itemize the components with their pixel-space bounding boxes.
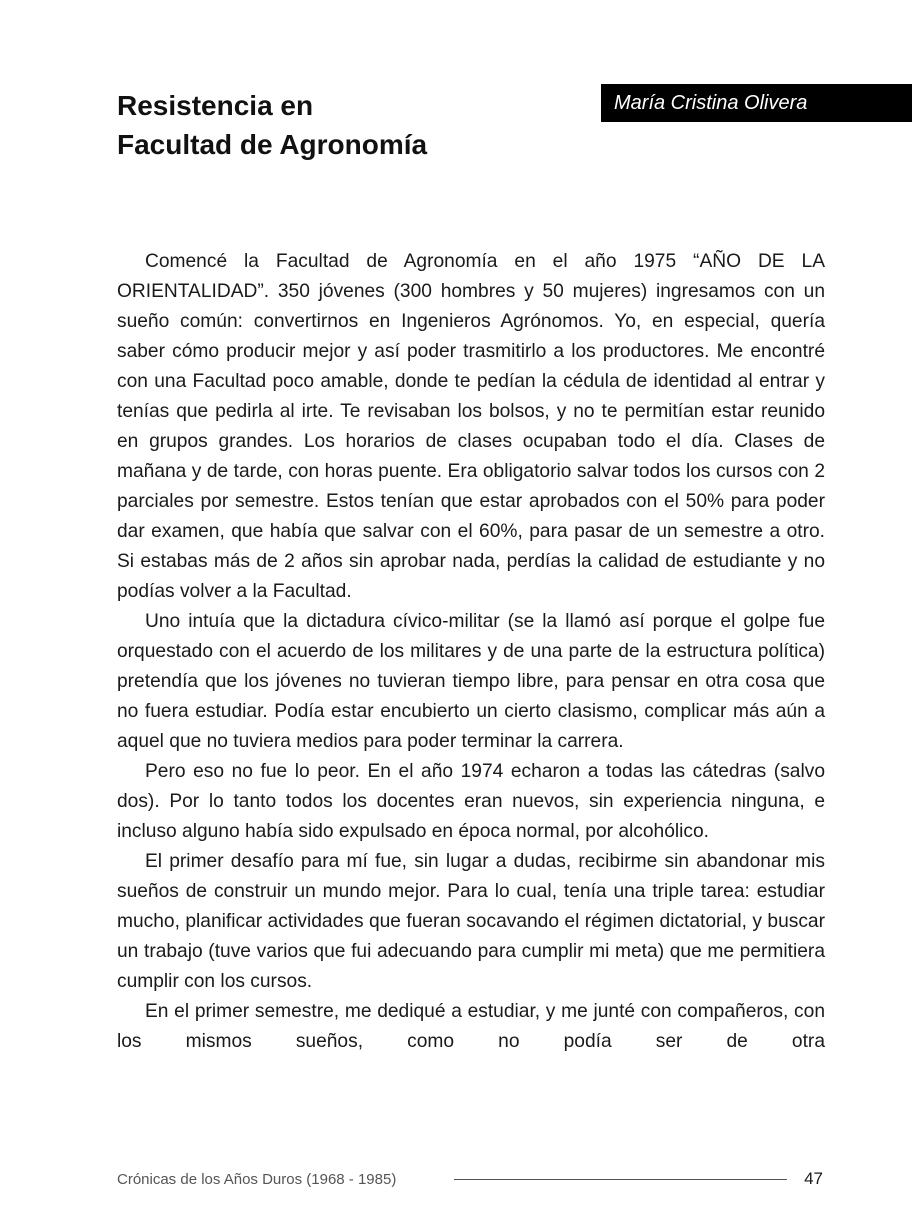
article-body: [117, 247, 825, 1057]
paragraph: Comencé la Facultad de Agronomía en el año 1975 “AÑO DE LA ORIENTALIDAD”. 350 jóvenes (300 hombres y 50 mujeres) ingresamos con un sueño común: convertirnos en Ingenieros Agrónomos. Yo, en especial, quería saber cómo producir mejor y así poder trasmitirlo a los productores. Me encontré con una Facultad poco amable, donde te pedían la cédula de identidad al entrar y tenías que pedirla al irte. Te revisaban los bolsos, y no te permitían estar reunido en grupos grandes. Los horarios de clases ocupaban todo el día. Clases de mañana y de tarde, con horas puente. Era obligatorio salvar todos los cursos con 2 parciales por semestre. Estos tenían que estar aprobados con el 50% para poder dar examen, que había que salvar con el 60%, para pasar de un semestre a otro. Si estabas más de 2 años sin aprobar nada, perdías la calidad de estudiante y no podías volver a la Facultad.: [117, 251, 825, 602]
author-name: María Cristina Olivera: [614, 92, 808, 114]
author-banner: [601, 84, 912, 122]
paragraph: El primer desafío para mí fue, sin lugar a dudas, recibirme sin abandonar mis sueños de construir un mundo mejor. Para lo cual, tenía una triple tarea: estudiar mucho, planificar actividades que fueran socavando el régimen dictatorial, y buscar un trabajo (tuve varios que fui adecuando para cumplir mi meta) que me permitiera cumplir con los cursos.: [117, 851, 825, 992]
paragraph: Pero eso no fue lo peor. En el año 1974 echaron a todas las cátedras (salvo dos). Por lo tanto todos los docentes eran nuevos, sin experiencia ninguna, e incluso alguno había sido expulsado en época normal, por alcohólico.: [117, 761, 825, 842]
chapter-title: [117, 86, 577, 164]
page-footer: [117, 1167, 825, 1193]
page-number: 47: [804, 1169, 823, 1188]
chapter-title-line-1: Resistencia en: [117, 90, 314, 121]
paragraph: Uno intuía que la dictadura cívico-militar (se la llamó así porque el golpe fue orquestado con el acuerdo de los militares y de una parte de la estructura política) pretendía que los jóvenes no tuvieran tiempo libre, para pensar en otra cosa que no fuera estudiar. Podía estar encubierto un cierto clasismo, complicar más aún a aquel que no tuviera medios para poder terminar la carrera.: [117, 611, 825, 752]
chapter-title-line-2: Facultad de Agronomía: [117, 129, 428, 160]
paragraph: En el primer semestre, me dediqué a estudiar, y me junté con compañeros, con los mismos sueños, como no podía ser de otra: [117, 1001, 825, 1052]
footer-book-title: Crónicas de los Años Duros (1968 - 1985): [117, 1171, 397, 1188]
footer-divider: [454, 1179, 787, 1180]
